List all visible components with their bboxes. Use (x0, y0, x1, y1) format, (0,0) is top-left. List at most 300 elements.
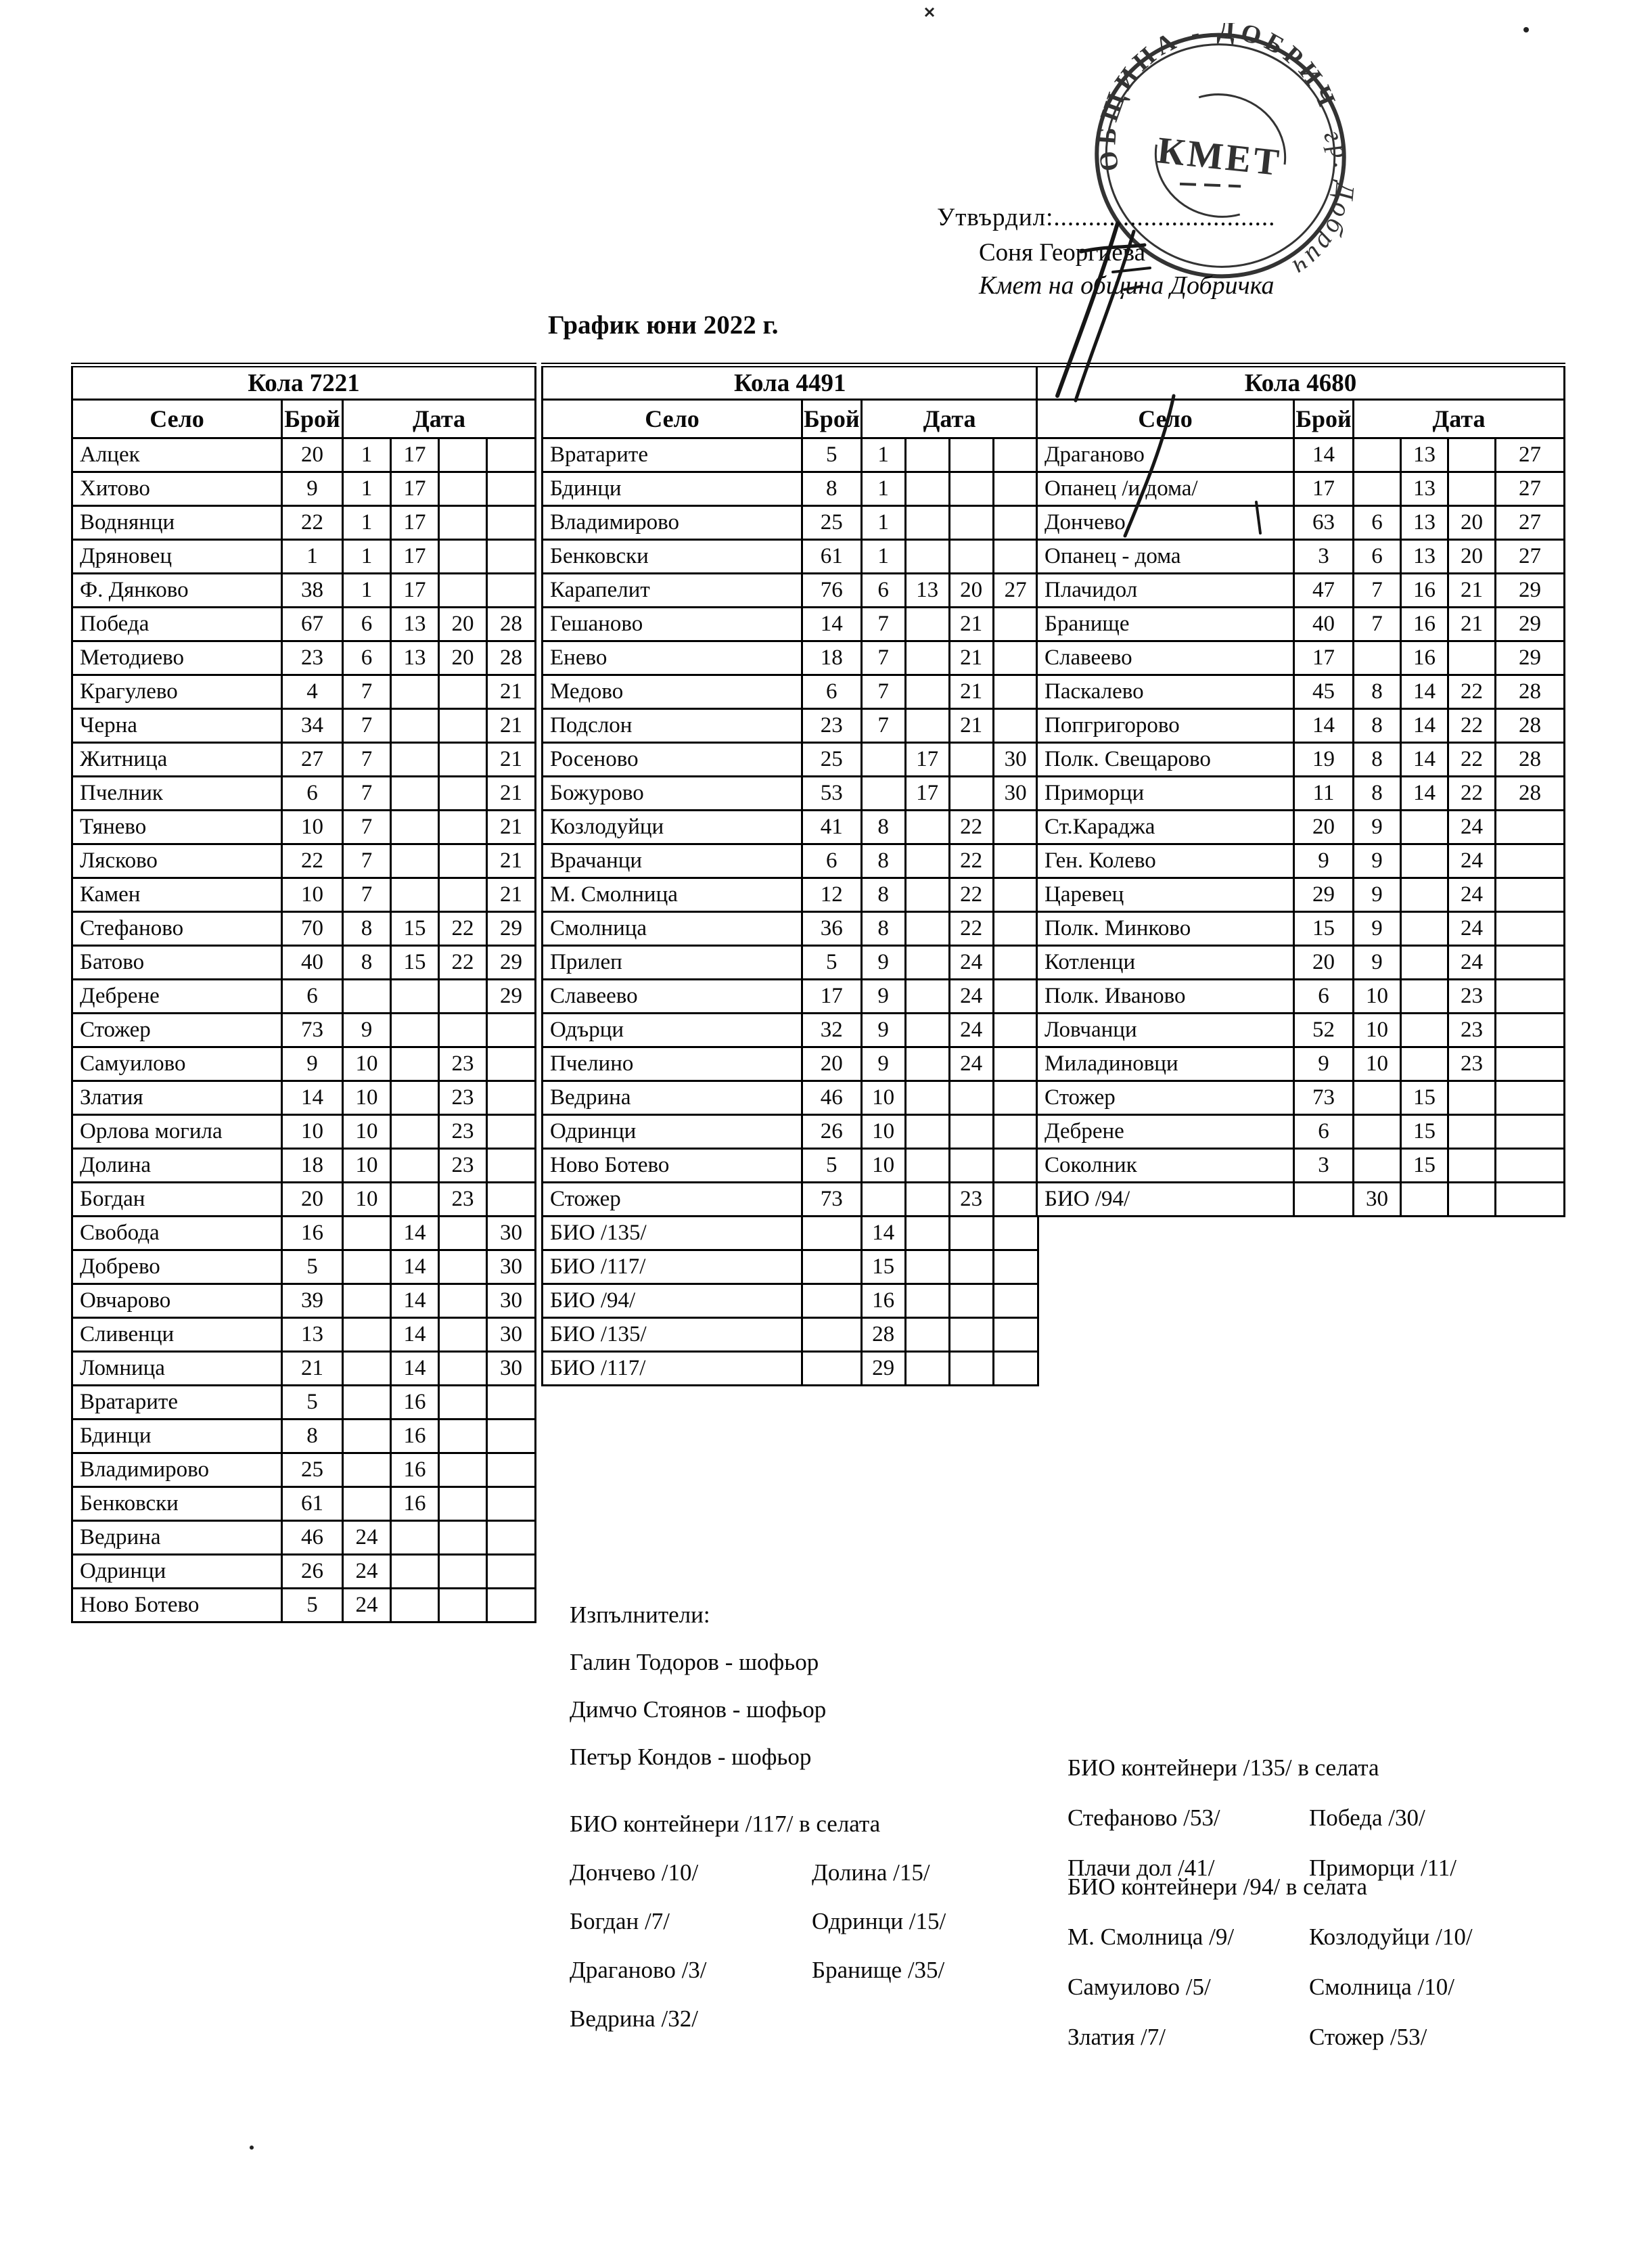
table-row (543, 1352, 1038, 1386)
date-cell (439, 1420, 487, 1453)
date-cell: 14 (391, 1352, 439, 1386)
table-row (72, 641, 536, 675)
date-cell (391, 1149, 439, 1183)
date-cell (949, 1115, 993, 1149)
village-cell: Ново Ботево (72, 1589, 282, 1622)
count-cell: 17 (1294, 472, 1354, 506)
date-cell: 30 (487, 1250, 536, 1284)
table-row (72, 1014, 536, 1047)
date-cell: 17 (905, 743, 949, 777)
count-cell: 22 (282, 506, 343, 540)
date-cell (439, 1453, 487, 1487)
count-cell: 32 (802, 1014, 862, 1047)
count-cell: 40 (282, 946, 343, 980)
date-cell: 22 (1448, 743, 1496, 777)
date-cell: 10 (343, 1081, 391, 1115)
date-cell: 29 (1496, 574, 1565, 608)
count-cell: 3 (1294, 540, 1354, 574)
count-cell: 10 (282, 811, 343, 844)
text-line: Победа /30/ (1309, 1805, 1425, 1831)
count-cell: 52 (1294, 1014, 1354, 1047)
count-cell: 17 (802, 980, 862, 1014)
village-cell: Бенковски (72, 1487, 282, 1521)
date-cell (343, 1386, 391, 1420)
date-cell: 30 (487, 1352, 536, 1386)
count-cell (1294, 1183, 1354, 1217)
table-row (72, 1284, 536, 1318)
date-cell: 13 (1401, 438, 1448, 472)
date-cell: 23 (1448, 1014, 1496, 1047)
date-cell: 24 (1448, 811, 1496, 844)
table-row (72, 1420, 536, 1453)
date-cell (391, 980, 439, 1014)
approved-label: Утвърдил:................................ (937, 204, 1276, 231)
table-row (543, 675, 1038, 709)
date-cell (439, 1521, 487, 1555)
village-cell: Сливенци (72, 1318, 282, 1352)
date-cell (487, 1149, 536, 1183)
date-cell (439, 811, 487, 844)
date-cell (1448, 472, 1496, 506)
date-cell (993, 1318, 1038, 1352)
date-cell: 24 (1448, 844, 1496, 878)
table-row (72, 878, 536, 912)
date-cell (1496, 946, 1565, 980)
bio-94-col1 (1068, 1912, 1309, 2062)
date-cell (343, 1217, 391, 1250)
text-line: М. Смолница /9/ (1068, 1924, 1235, 1950)
village-cell: Орлова могила (72, 1115, 282, 1149)
date-cell: 7 (343, 675, 391, 709)
village-cell: Пчелник (72, 777, 282, 811)
village-cell: Врачанци (543, 844, 802, 878)
date-cell: 9 (861, 946, 905, 980)
count-cell: 22 (282, 844, 343, 878)
village-cell: Добрево (72, 1250, 282, 1284)
count-cell: 5 (282, 1386, 343, 1420)
column-header-broy: Брой (1294, 400, 1354, 438)
date-cell: 7 (1354, 574, 1401, 608)
count-cell: 23 (802, 709, 862, 743)
date-cell (343, 1487, 391, 1521)
date-cell (391, 1014, 439, 1047)
date-cell: 1 (861, 438, 905, 472)
table-row (1037, 1149, 1565, 1183)
village-cell: Прилеп (543, 946, 802, 980)
date-cell (1496, 878, 1565, 912)
date-cell (1496, 1047, 1565, 1081)
schedule-table (1036, 363, 1565, 1217)
date-cell (487, 1047, 536, 1081)
date-cell (993, 946, 1038, 980)
date-cell: 30 (487, 1284, 536, 1318)
table-row (1037, 946, 1565, 980)
date-cell (439, 1487, 487, 1521)
village-cell: Самуилово (72, 1047, 282, 1081)
date-cell: 23 (439, 1149, 487, 1183)
date-cell: 8 (1354, 777, 1401, 811)
date-cell: 22 (1448, 777, 1496, 811)
date-cell (1354, 472, 1401, 506)
date-cell (905, 1081, 949, 1115)
count-cell: 14 (1294, 709, 1354, 743)
table-row (72, 980, 536, 1014)
table-row (72, 506, 536, 540)
count-cell: 36 (802, 912, 862, 946)
date-cell: 9 (343, 1014, 391, 1047)
date-cell: 14 (1401, 709, 1448, 743)
date-cell: 21 (487, 844, 536, 878)
count-cell: 47 (1294, 574, 1354, 608)
village-cell: Пчелино (543, 1047, 802, 1081)
count-cell: 6 (282, 777, 343, 811)
table-row (543, 1115, 1038, 1149)
stamp-center-text: КМЕТ (1155, 129, 1284, 185)
date-cell (1354, 438, 1401, 472)
date-cell (993, 1014, 1038, 1047)
count-cell: 46 (282, 1521, 343, 1555)
count-cell: 6 (802, 675, 862, 709)
date-cell (993, 1284, 1038, 1318)
date-cell: 9 (1354, 946, 1401, 980)
date-cell (439, 540, 487, 574)
text-line: Одринци /15/ (812, 1908, 946, 1934)
table-row (543, 1014, 1038, 1047)
date-cell (487, 1589, 536, 1622)
date-cell (343, 1420, 391, 1453)
count-cell: 21 (282, 1352, 343, 1386)
date-cell (949, 1217, 993, 1250)
village-cell: Крагулево (72, 675, 282, 709)
count-cell: 9 (1294, 1047, 1354, 1081)
date-cell (487, 506, 536, 540)
date-cell: 7 (861, 709, 905, 743)
date-cell (861, 777, 905, 811)
date-cell: 27 (993, 574, 1038, 608)
date-cell: 30 (487, 1318, 536, 1352)
village-cell: Златия (72, 1081, 282, 1115)
table-row (72, 1250, 536, 1284)
table-title: Кола 7221 (72, 365, 536, 400)
date-cell (1448, 641, 1496, 675)
village-cell: Плачидол (1037, 574, 1294, 608)
date-cell: 6 (1354, 540, 1401, 574)
date-cell (993, 1183, 1038, 1217)
date-cell: 22 (1448, 675, 1496, 709)
approver-title: Кмет на община Добричка (979, 271, 1275, 300)
count-cell: 6 (1294, 1115, 1354, 1149)
table-row (543, 743, 1038, 777)
village-cell: Победа (72, 608, 282, 641)
table-row (543, 574, 1038, 608)
date-cell: 28 (487, 641, 536, 675)
date-cell: 28 (487, 608, 536, 641)
date-cell (949, 506, 993, 540)
date-cell: 13 (905, 574, 949, 608)
village-cell: Стожер (72, 1014, 282, 1047)
count-cell: 5 (802, 1149, 862, 1183)
village-cell: Бранище (1037, 608, 1294, 641)
date-cell (1496, 980, 1565, 1014)
village-cell: Ведрина (72, 1521, 282, 1555)
date-cell: 21 (949, 675, 993, 709)
performers-title: Изпълнители: (570, 1602, 710, 1628)
date-cell (905, 946, 949, 980)
date-cell: 16 (391, 1420, 439, 1453)
count-cell: 39 (282, 1284, 343, 1318)
date-cell: 21 (487, 675, 536, 709)
village-cell: БИО /135/ (543, 1217, 802, 1250)
bio-94-title: БИО контейнери /94/ в селата (1068, 1874, 1367, 1900)
table-row (543, 1250, 1038, 1284)
date-cell: 17 (391, 574, 439, 608)
date-cell (1401, 844, 1448, 878)
date-cell: 13 (391, 641, 439, 675)
date-cell: 24 (1448, 912, 1496, 946)
table-row (543, 1284, 1038, 1318)
text-line: Богдан /7/ (570, 1908, 670, 1934)
date-cell (391, 1047, 439, 1081)
village-cell: Одринци (543, 1115, 802, 1149)
date-cell: 14 (391, 1318, 439, 1352)
table-row (543, 1217, 1038, 1250)
count-cell: 5 (802, 946, 862, 980)
date-cell (993, 1081, 1038, 1115)
date-cell: 21 (1448, 574, 1496, 608)
date-cell: 27 (1496, 438, 1565, 472)
date-cell (905, 1149, 949, 1183)
count-cell: 20 (282, 1183, 343, 1217)
date-cell: 22 (949, 811, 993, 844)
count-cell: 29 (1294, 878, 1354, 912)
date-cell: 22 (949, 878, 993, 912)
table-row (72, 1386, 536, 1420)
table-row (72, 1115, 536, 1149)
text-line: Стожер /53/ (1309, 2024, 1427, 2050)
date-cell (993, 540, 1038, 574)
count-cell: 25 (802, 743, 862, 777)
date-cell: 21 (487, 777, 536, 811)
schedule-table (71, 363, 536, 1623)
table-row (72, 1081, 536, 1115)
count-cell: 14 (802, 608, 862, 641)
village-cell: Опанец - дома (1037, 540, 1294, 574)
date-cell: 10 (861, 1115, 905, 1149)
date-cell (1448, 1115, 1496, 1149)
village-cell: Дряновец (72, 540, 282, 574)
table-row (543, 811, 1038, 844)
village-cell: Ф. Дянково (72, 574, 282, 608)
date-cell (993, 438, 1038, 472)
table-row (1037, 1115, 1565, 1149)
date-cell (905, 641, 949, 675)
village-cell: Ново Ботево (543, 1149, 802, 1183)
village-cell: Одърци (543, 1014, 802, 1047)
text-line: Петър Кондов - шофьор (570, 1744, 812, 1770)
count-cell: 6 (282, 980, 343, 1014)
date-cell: 13 (1401, 506, 1448, 540)
text-line: Златия /7/ (1068, 2024, 1166, 2050)
village-cell: Бдинци (72, 1420, 282, 1453)
count-cell: 15 (1294, 912, 1354, 946)
date-cell (487, 438, 536, 472)
stamp-ring-text-top: ОБЩИНА - ДОБРИЧ (1093, 23, 1343, 173)
date-cell (487, 574, 536, 608)
date-cell: 22 (949, 912, 993, 946)
date-cell: 27 (1496, 540, 1565, 574)
table-row (1037, 844, 1565, 878)
date-cell (1401, 946, 1448, 980)
date-cell (1496, 1149, 1565, 1183)
scan-speck (1523, 27, 1529, 32)
table-row (72, 574, 536, 608)
date-cell (1448, 438, 1496, 472)
count-cell: 10 (282, 878, 343, 912)
village-cell: Котленци (1037, 946, 1294, 980)
date-cell (905, 1183, 949, 1217)
date-cell (1401, 980, 1448, 1014)
date-cell: 7 (861, 675, 905, 709)
date-cell (487, 1183, 536, 1217)
village-cell: Вратарите (72, 1386, 282, 1420)
count-cell: 5 (282, 1250, 343, 1284)
date-cell (993, 844, 1038, 878)
table-row (72, 811, 536, 844)
count-cell: 26 (282, 1555, 343, 1589)
date-cell (439, 777, 487, 811)
table-row (543, 506, 1038, 540)
village-cell: Стефаново (72, 912, 282, 946)
count-cell: 4 (282, 675, 343, 709)
date-cell (391, 878, 439, 912)
date-cell (905, 1352, 949, 1386)
date-cell (949, 1352, 993, 1386)
text-line: Драганово /3/ (570, 1957, 707, 1983)
date-cell (487, 1555, 536, 1589)
date-cell (905, 980, 949, 1014)
date-cell (949, 1284, 993, 1318)
date-cell (905, 1014, 949, 1047)
date-cell: 29 (487, 912, 536, 946)
date-cell (905, 811, 949, 844)
table-row (1037, 777, 1565, 811)
date-cell (905, 438, 949, 472)
date-cell (391, 1521, 439, 1555)
date-cell: 7 (343, 743, 391, 777)
count-cell: 8 (802, 472, 862, 506)
date-cell: 23 (1448, 1047, 1496, 1081)
date-cell: 10 (861, 1081, 905, 1115)
date-cell: 30 (993, 743, 1038, 777)
stamp-ring-text-right: гр. Добрич (1285, 124, 1358, 285)
date-cell: 16 (1401, 608, 1448, 641)
date-cell: 15 (1401, 1081, 1448, 1115)
table-row (1037, 608, 1565, 641)
table-row (543, 1183, 1038, 1217)
bio-94-col2 (1309, 1912, 1473, 2062)
date-cell (949, 777, 993, 811)
date-cell: 29 (1496, 608, 1565, 641)
date-cell: 16 (861, 1284, 905, 1318)
village-cell: Козлодуйци (543, 811, 802, 844)
table-row (543, 540, 1038, 574)
village-cell: Славеево (543, 980, 802, 1014)
date-cell (993, 1250, 1038, 1284)
count-cell (802, 1318, 862, 1352)
date-cell: 24 (343, 1555, 391, 1589)
table-row (72, 1352, 536, 1386)
date-cell: 14 (1401, 675, 1448, 709)
date-cell (343, 1352, 391, 1386)
table-row (72, 912, 536, 946)
table-row (543, 912, 1038, 946)
village-cell: М. Смолница (543, 878, 802, 912)
date-cell (905, 1318, 949, 1352)
date-cell: 20 (1448, 506, 1496, 540)
date-cell (439, 1386, 487, 1420)
table-row (72, 472, 536, 506)
date-cell: 17 (391, 540, 439, 574)
date-cell: 1 (861, 506, 905, 540)
table-row (1037, 675, 1565, 709)
village-cell: Ген. Колево (1037, 844, 1294, 878)
date-cell: 24 (343, 1589, 391, 1622)
table-row (1037, 472, 1565, 506)
date-cell (1496, 844, 1565, 878)
count-cell: 10 (282, 1115, 343, 1149)
date-cell: 8 (1354, 743, 1401, 777)
date-cell: 8 (1354, 675, 1401, 709)
count-cell: 5 (282, 1589, 343, 1622)
date-cell: 15 (1401, 1115, 1448, 1149)
date-cell (487, 1521, 536, 1555)
date-cell: 10 (343, 1047, 391, 1081)
column-header-date: Дата (861, 400, 1038, 438)
table-row (543, 946, 1038, 980)
date-cell: 6 (343, 608, 391, 641)
date-cell (439, 1589, 487, 1622)
date-cell: 8 (861, 811, 905, 844)
table-title: Кола 4491 (543, 365, 1038, 400)
date-cell: 29 (487, 980, 536, 1014)
table-row (543, 1047, 1038, 1081)
village-cell: Дончево (1037, 506, 1294, 540)
date-cell (391, 811, 439, 844)
date-cell (439, 709, 487, 743)
table-row (72, 946, 536, 980)
table-container-kola-7221 (71, 363, 536, 1623)
village-cell: Смолница (543, 912, 802, 946)
table-row (72, 1183, 536, 1217)
date-cell: 23 (949, 1183, 993, 1217)
village-cell: Дебрене (1037, 1115, 1294, 1149)
table-row (543, 472, 1038, 506)
date-cell: 28 (861, 1318, 905, 1352)
date-cell (1496, 1115, 1565, 1149)
date-cell: 27 (1496, 472, 1565, 506)
date-cell (905, 540, 949, 574)
svg-text:ОБЩИНА - ДОБРИЧ (1085, 23, 1357, 227)
count-cell: 18 (802, 641, 862, 675)
date-cell: 21 (949, 641, 993, 675)
date-cell: 7 (343, 844, 391, 878)
village-cell: БИО /117/ (543, 1250, 802, 1284)
date-cell (1354, 1149, 1401, 1183)
count-cell: 13 (282, 1318, 343, 1352)
approver-name: Соня Георгиева (979, 239, 1146, 267)
table-row (1037, 1183, 1565, 1217)
village-cell: Соколник (1037, 1149, 1294, 1183)
